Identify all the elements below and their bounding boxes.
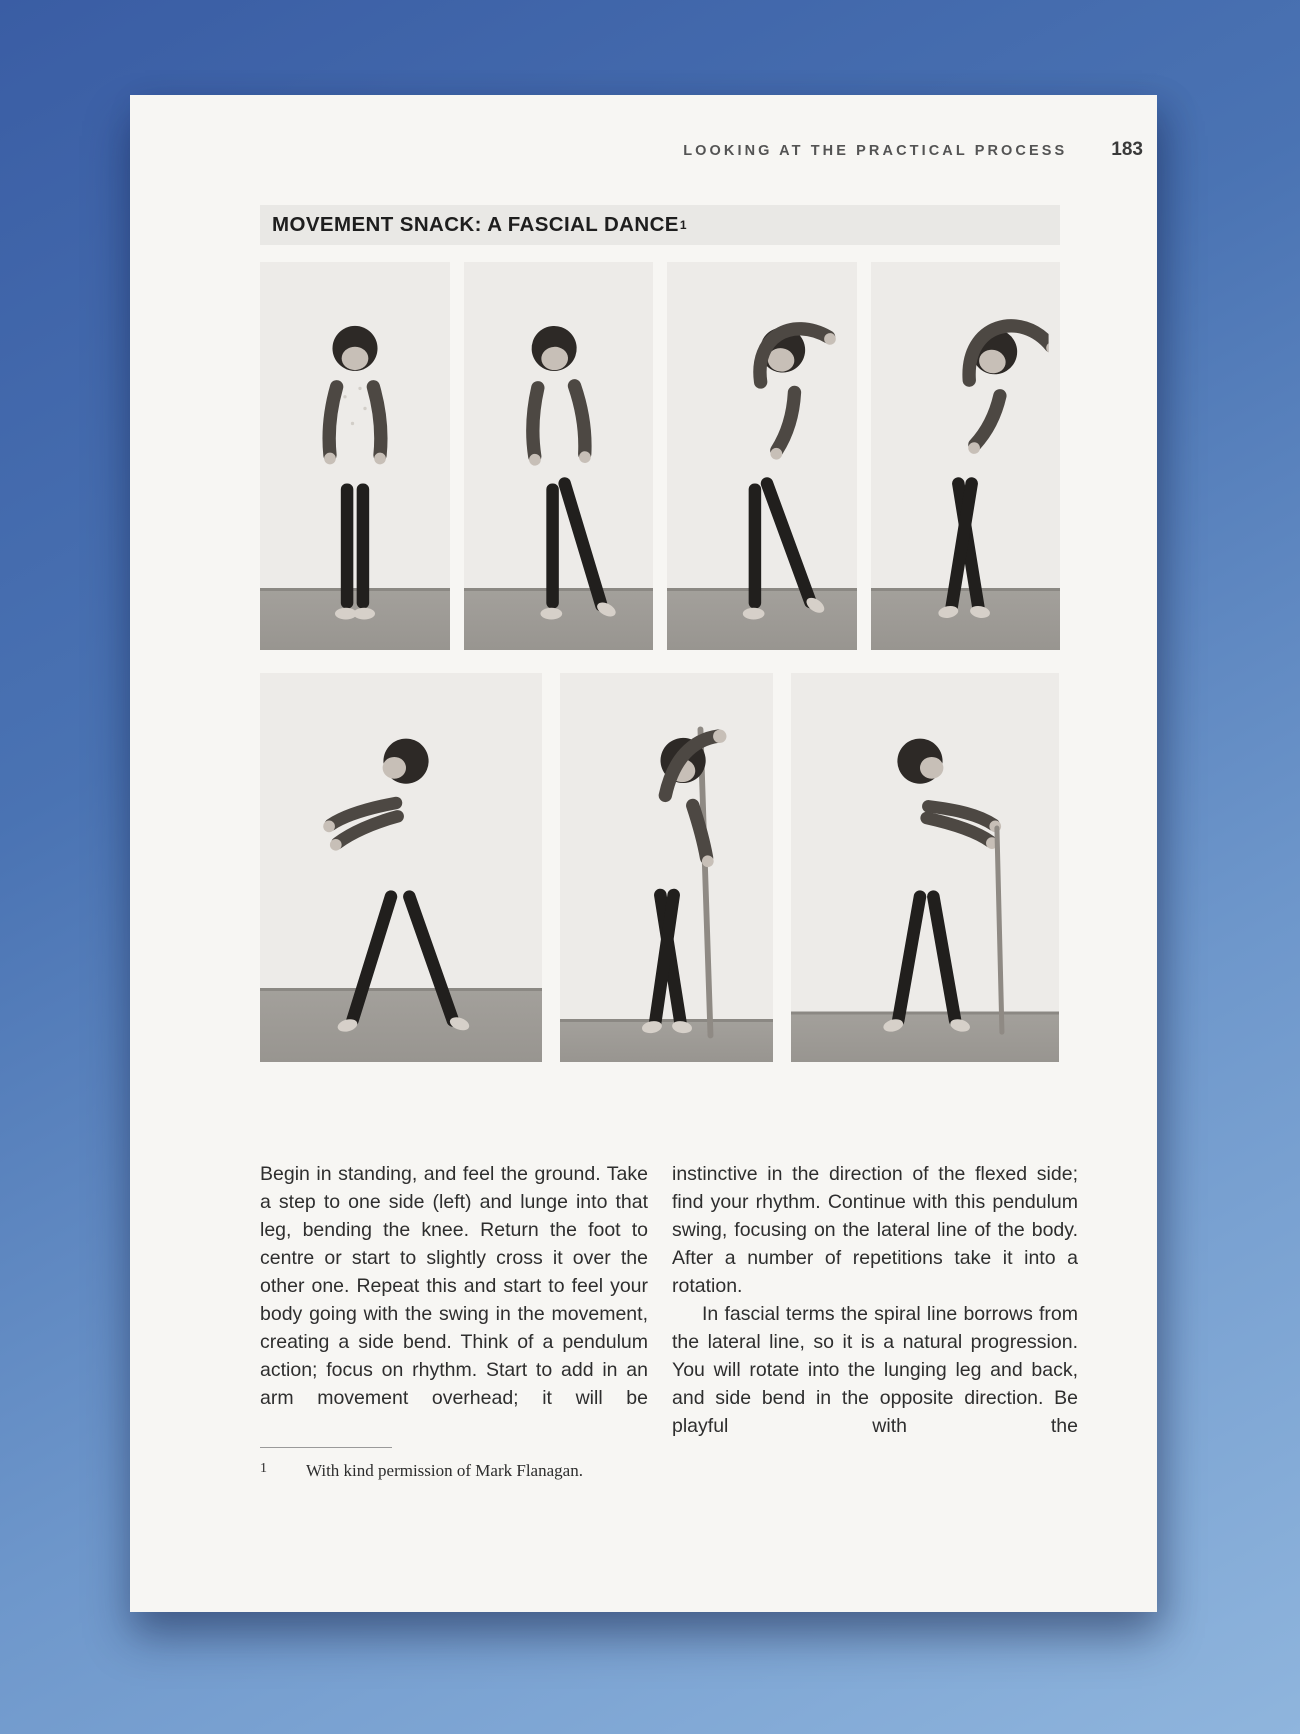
paragraph: instinctive in the direction of the flexed side; find your rhythm. Continue with this pendulum swing, focusing on the lateral line of the body. After a number of repetitions take it into a rotation. [672,1163,1078,1297]
exercise-photo-1 [260,262,450,650]
footnote-line [260,1461,583,1481]
exercise-photo-7 [791,673,1059,1062]
section-title: MOVEMENT SNACK: A FASCIAL DANCE [272,213,679,236]
figure-silhouette [882,305,1049,639]
page-header [260,139,1143,161]
body-text [260,1160,1078,1440]
footnote-marker: 1 [260,1461,267,1476]
figure-silhouette [841,716,1008,1051]
exercise-photo-4 [871,262,1061,650]
figure-silhouette [475,305,642,639]
photo-row-top [260,262,1060,650]
footnote [260,1447,583,1481]
paragraph: In fascial terms the spiral line borrows from the lateral line, so it is a natural progression. You will rotate into the lunging leg and back, and side bend in the opposite direction. Be playful with the [672,1303,1078,1437]
book-page [130,95,1157,1612]
body-column-right [672,1160,1078,1440]
section-title-bar [260,205,1060,245]
figure-silhouette [271,305,438,639]
exercise-photo-5 [260,673,542,1062]
paragraph: Begin in standing, and feel the ground. Take a step to one side (left) and lunge into that leg, bending the knee. Return the foot to centre or start to slightly cross it over the other one. Repeat this and start to feel your body going with the swing in the movement, creating a side bend. Think of a pendulum action; focus on rhythm. Start to add in an arm movement overhead; it will be [260,1163,648,1409]
photo-row-bottom [260,673,1060,1062]
footnote-text: With kind permission of Mark Flanagan. [306,1461,583,1480]
body-column-left [260,1160,648,1440]
exercise-photo-6 [560,673,773,1062]
exercise-photo-2 [464,262,654,650]
figure-silhouette [678,305,845,639]
page-number: 183 [1111,139,1143,160]
exercise-photo-3 [667,262,857,650]
footnote-rule [260,1447,392,1448]
figure-silhouette [583,716,750,1051]
title-footnote-ref: 1 [679,218,687,232]
figure-silhouette [317,716,484,1051]
running-title: LOOKING AT THE PRACTICAL PROCESS [683,143,1068,159]
